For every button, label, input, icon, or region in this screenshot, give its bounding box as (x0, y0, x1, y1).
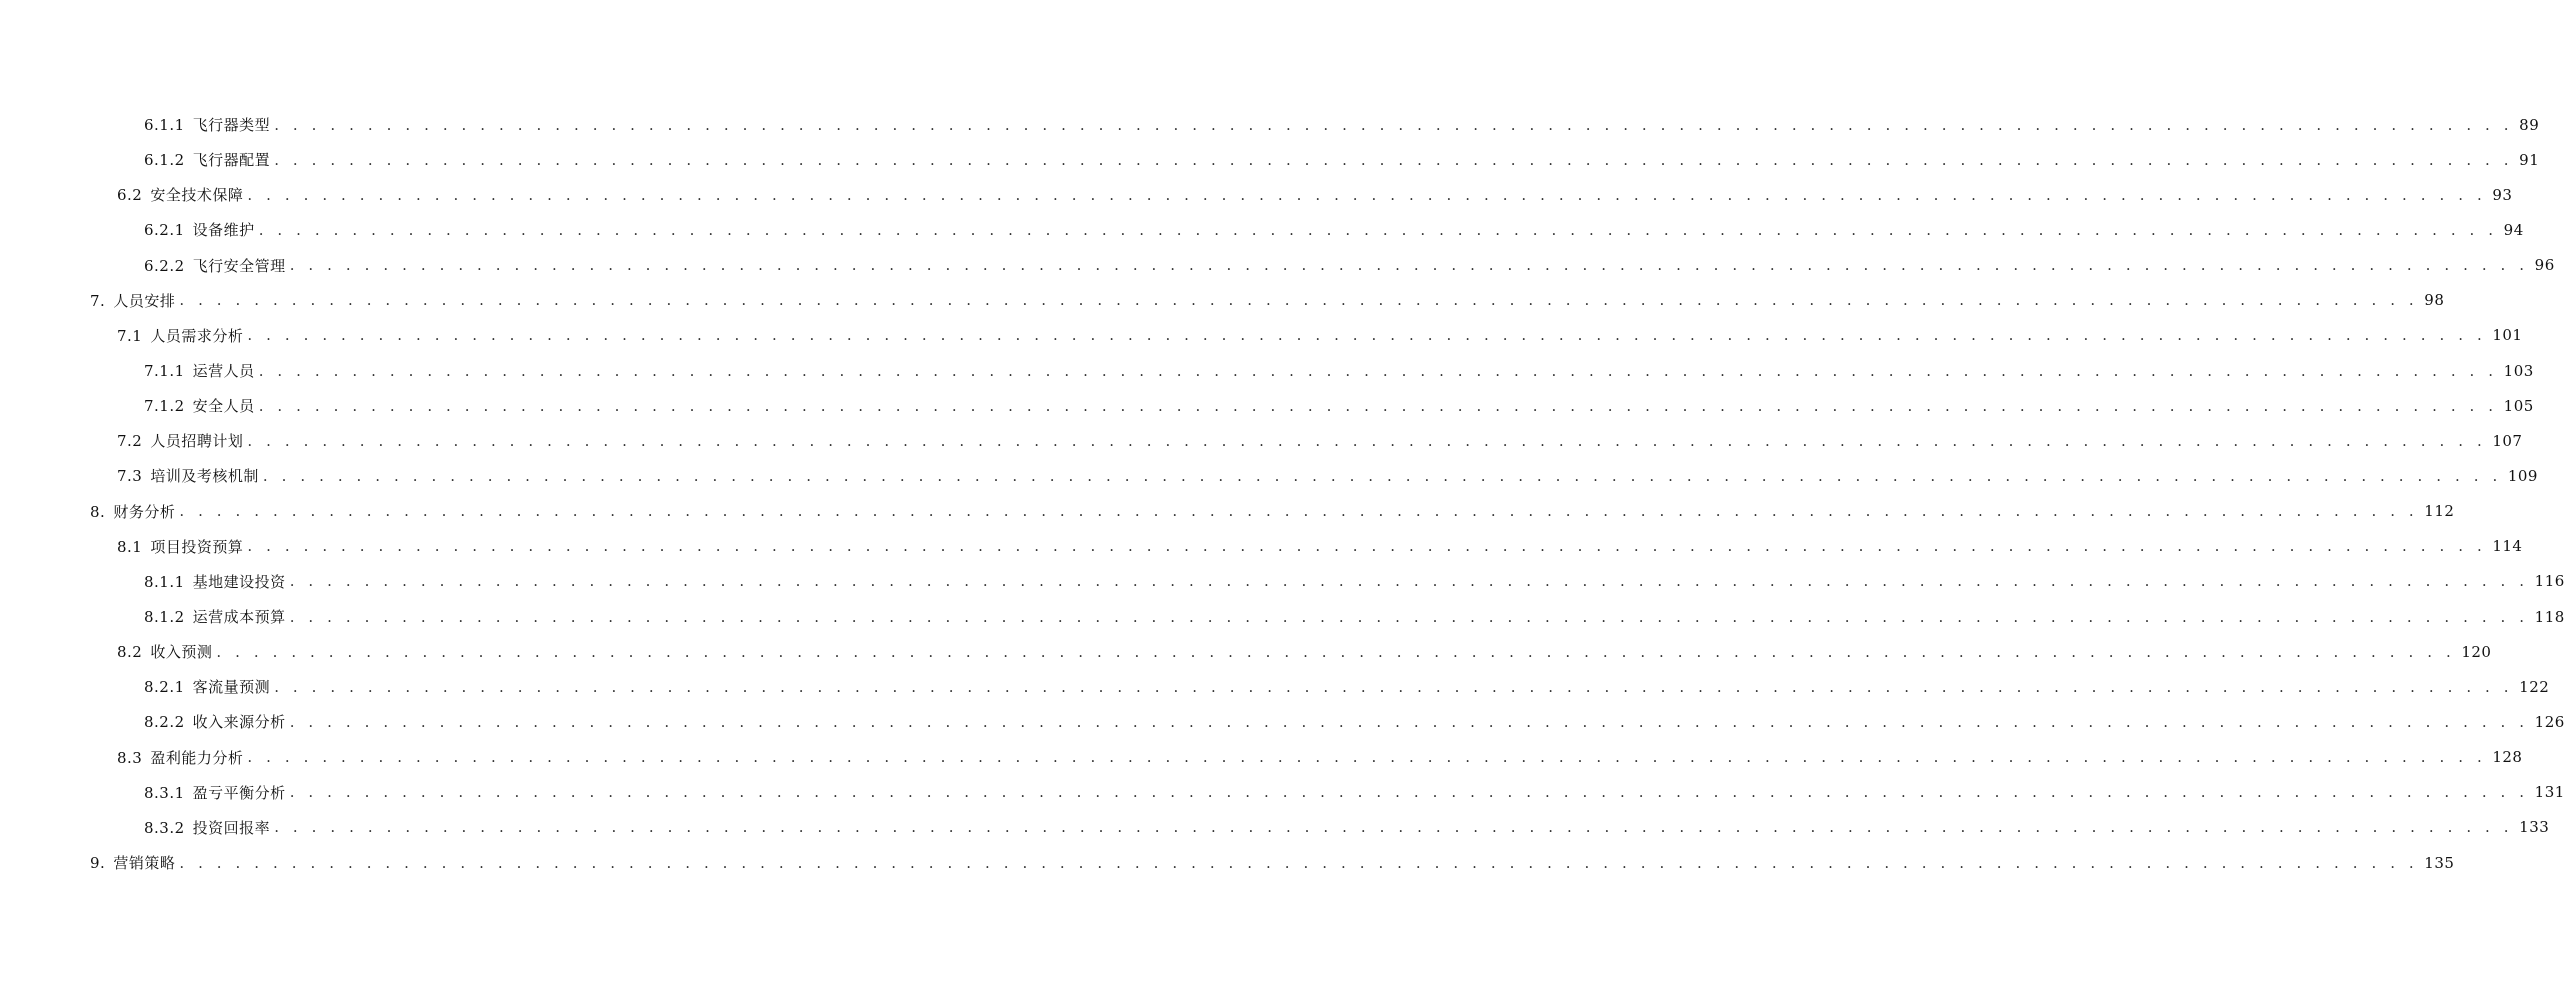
toc-entry-title: 盈利能力分析 (150, 748, 244, 767)
toc-entry-number: 7. (90, 291, 106, 310)
toc-entry-title: 培训及考核机制 (150, 467, 259, 486)
toc-entry-text (117, 430, 243, 451)
toc-page-number: 128 (2492, 748, 2523, 767)
toc-entry-title: 财务分析 (113, 502, 176, 521)
toc-page-number: 105 (2503, 396, 2534, 415)
toc-entry-title: 项目投资预算 (150, 537, 244, 556)
toc-entry[interactable] (0, 388, 2534, 423)
toc-entry-text (117, 536, 243, 557)
toc-entry-text (144, 817, 270, 838)
toc-entry-number: 8.1.2 (144, 608, 185, 627)
toc-entry[interactable] (0, 669, 2550, 704)
toc-page-number: 126 (2534, 712, 2565, 731)
toc-entry-text (144, 676, 270, 697)
dot-leader: . . . . . . . . . . . . . . . . . . . . . . . . . . . . . . . . . . . . . . . . . . . . . . . . . . . . . . . . . . . . . . . . . . . . . . . . . . . . . . . . . . . . . . . . . . . . . . . . . . . . . . . . . . . . . . . . . . . . . . . . (247, 185, 2487, 204)
dot-leader: . . . . . . . . . . . . . . . . . . . . . . . . . . . . . . . . . . . . . . . . . . . . . . . . . . . . . . . . . . . . . . . . . . . . . . . . . . . . . . . . . . . . . . . . . . . . . . . . . . . . . . . . . . . . . . . . . . . . . . . . (274, 115, 2514, 134)
toc-entry[interactable] (0, 107, 2540, 142)
toc-entry-title: 安全人员 (192, 397, 255, 416)
toc-entry-text (117, 465, 259, 486)
toc-entry-title: 飞行安全管理 (192, 256, 286, 275)
toc-entry-number: 8.3.1 (144, 783, 185, 802)
dot-leader: . . . . . . . . . . . . . . . . . . . . . . . . . . . . . . . . . . . . . . . . . . . . . . . . . . . . . . . . . . . . . . . . . . . . . . . . . . . . . . . . . . . . . . . . . . . . . . . . . . . . . . . . . . . . . . . . . . . . . . . . (289, 712, 2529, 731)
toc-entry-title: 投资回报率 (192, 818, 271, 837)
toc-entry[interactable] (0, 458, 2538, 493)
toc-entry[interactable] (0, 775, 2565, 810)
toc-entry-title: 收入来源分析 (192, 713, 286, 732)
toc-entry-number: 6.2 (117, 186, 143, 205)
toc-entry[interactable] (0, 423, 2523, 458)
toc-page-number: 98 (2424, 291, 2445, 310)
dot-leader: . . . . . . . . . . . . . . . . . . . . . . . . . . . . . . . . . . . . . . . . . . . . . . . . . . . . . . . . . . . . . . . . . . . . . . . . . . . . . . . . . . . . . . . . . . . . . . . . . . . . . . . . . . . . . . . . . . . . . . . . (179, 502, 2419, 521)
toc-entry-text (90, 290, 175, 311)
toc-entry-text (144, 606, 286, 627)
toc-entry-number: 7.1.1 (144, 362, 185, 381)
dot-leader: . . . . . . . . . . . . . . . . . . . . . . . . . . . . . . . . . . . . . . . . . . . . . . . . . . . . . . . . . . . . . . . . . . . . . . . . . . . . . . . . . . . . . . . . . . . . . . . . . . . . . . . . . . . . . . . . . . . . . . . . (258, 220, 2498, 239)
toc-entry-title: 人员招聘计划 (150, 432, 244, 451)
toc-page-number: 120 (2461, 642, 2492, 661)
toc-entry-text (117, 641, 212, 662)
toc-page-number: 135 (2424, 853, 2455, 872)
dot-leader: . . . . . . . . . . . . . . . . . . . . . . . . . . . . . . . . . . . . . . . . . . . . . . . . . . . . . . . . . . . . . . . . . . . . . . . . . . . . . . . . . . . . . . . . . . . . . . . . . . . . . . . . . . . . . . . . . . . . . . . . (262, 466, 2502, 485)
toc-entry-title: 营销策略 (113, 854, 176, 873)
table-of-contents (0, 107, 2565, 880)
toc-entry-number: 8.3 (117, 748, 143, 767)
toc-entry-text (144, 571, 286, 592)
toc-entry-title: 飞行器配置 (192, 151, 271, 170)
toc-entry-number: 8.1 (117, 537, 143, 556)
dot-leader: . . . . . . . . . . . . . . . . . . . . . . . . . . . . . . . . . . . . . . . . . . . . . . . . . . . . . . . . . . . . . . . . . . . . . . . . . . . . . . . . . . . . . . . . . . . . . . . . . . . . . . . . . . . . . . . . . . . . . . . . (179, 853, 2419, 872)
toc-entry-text (144, 114, 270, 135)
toc-entry-title: 飞行器类型 (192, 116, 271, 135)
dot-leader: . . . . . . . . . . . . . . . . . . . . . . . . . . . . . . . . . . . . . . . . . . . . . . . . . . . . . . . . . . . . . . . . . . . . . . . . . . . . . . . . . . . . . . . . . . . . . . . . . . . . . . . . . . . . . . . . . . . . . . . . (179, 291, 2419, 310)
toc-entry-title: 设备维护 (192, 221, 255, 240)
toc-page-number: 91 (2519, 150, 2540, 169)
toc-entry[interactable] (0, 142, 2540, 177)
toc-entry-number: 7.2 (117, 432, 143, 451)
dot-leader: . . . . . . . . . . . . . . . . . . . . . . . . . . . . . . . . . . . . . . . . . . . . . . . . . . . . . . . . . . . . . . . . . . . . . . . . . . . . . . . . . . . . . . . . . . . . . . . . . . . . . . . . . . . . . . . . . . . . . . . . (216, 642, 2456, 661)
toc-entry-text (144, 782, 286, 803)
toc-entry-text (144, 255, 286, 276)
toc-entry-text (90, 852, 175, 873)
dot-leader: . . . . . . . . . . . . . . . . . . . . . . . . . . . . . . . . . . . . . . . . . . . . . . . . . . . . . . . . . . . . . . . . . . . . . . . . . . . . . . . . . . . . . . . . . . . . . . . . . . . . . . . . . . . . . . . . . . . . . . . . (274, 150, 2514, 169)
toc-entry[interactable] (0, 212, 2524, 247)
toc-page-number: 133 (2519, 818, 2550, 837)
toc-entry-title: 人员需求分析 (150, 326, 244, 345)
toc-entry[interactable] (0, 177, 2513, 212)
toc-entry-number: 7.3 (117, 467, 143, 486)
toc-page-number: 114 (2492, 537, 2523, 556)
toc-entry[interactable] (0, 845, 2455, 880)
toc-entry-text (117, 747, 243, 768)
toc-entry[interactable] (0, 564, 2565, 599)
toc-entry[interactable] (0, 248, 2555, 283)
dot-leader: . . . . . . . . . . . . . . . . . . . . . . . . . . . . . . . . . . . . . . . . . . . . . . . . . . . . . . . . . . . . . . . . . . . . . . . . . . . . . . . . . . . . . . . . . . . . . . . . . . . . . . . . . . . . . . . . . . . . . . . . (289, 256, 2529, 275)
toc-entry-title: 盈亏平衡分析 (192, 783, 286, 802)
toc-entry-title: 收入预测 (150, 643, 213, 662)
toc-entry[interactable] (0, 704, 2565, 739)
dot-leader: . . . . . . . . . . . . . . . . . . . . . . . . . . . . . . . . . . . . . . . . . . . . . . . . . . . . . . . . . . . . . . . . . . . . . . . . . . . . . . . . . . . . . . . . . . . . . . . . . . . . . . . . . . . . . . . . . . . . . . . . (247, 748, 2487, 767)
toc-entry-number: 7.1.2 (144, 397, 185, 416)
toc-entry-title: 基地建设投资 (192, 572, 286, 591)
toc-entry-number: 6.1.2 (144, 151, 185, 170)
dot-leader: . . . . . . . . . . . . . . . . . . . . . . . . . . . . . . . . . . . . . . . . . . . . . . . . . . . . . . . . . . . . . . . . . . . . . . . . . . . . . . . . . . . . . . . . . . . . . . . . . . . . . . . . . . . . . . . . . . . . . . . . (247, 431, 2487, 450)
toc-entry-number: 8.2.2 (144, 713, 185, 732)
toc-page-number: 109 (2507, 466, 2538, 485)
toc-page-number: 112 (2424, 502, 2455, 521)
toc-page-number: 107 (2492, 431, 2523, 450)
toc-page-number: 103 (2503, 361, 2534, 380)
dot-leader: . . . . . . . . . . . . . . . . . . . . . . . . . . . . . . . . . . . . . . . . . . . . . . . . . . . . . . . . . . . . . . . . . . . . . . . . . . . . . . . . . . . . . . . . . . . . . . . . . . . . . . . . . . . . . . . . . . . . . . . . (289, 607, 2529, 626)
toc-entry[interactable] (0, 740, 2523, 775)
toc-entry-number: 7.1 (117, 326, 143, 345)
toc-entry-text (144, 360, 255, 381)
dot-leader: . . . . . . . . . . . . . . . . . . . . . . . . . . . . . . . . . . . . . . . . . . . . . . . . . . . . . . . . . . . . . . . . . . . . . . . . . . . . . . . . . . . . . . . . . . . . . . . . . . . . . . . . . . . . . . . . . . . . . . . . (247, 326, 2487, 345)
toc-entry-text (144, 711, 286, 732)
toc-page-number: 89 (2519, 115, 2540, 134)
dot-leader: . . . . . . . . . . . . . . . . . . . . . . . . . . . . . . . . . . . . . . . . . . . . . . . . . . . . . . . . . . . . . . . . . . . . . . . . . . . . . . . . . . . . . . . . . . . . . . . . . . . . . . . . . . . . . . . . . . . . . . . . (258, 361, 2498, 380)
toc-page-number: 93 (2492, 185, 2513, 204)
dot-leader: . . . . . . . . . . . . . . . . . . . . . . . . . . . . . . . . . . . . . . . . . . . . . . . . . . . . . . . . . . . . . . . . . . . . . . . . . . . . . . . . . . . . . . . . . . . . . . . . . . . . . . . . . . . . . . . . . . . . . . . . (258, 396, 2498, 415)
toc-entry[interactable] (0, 494, 2455, 529)
dot-leader: . . . . . . . . . . . . . . . . . . . . . . . . . . . . . . . . . . . . . . . . . . . . . . . . . . . . . . . . . . . . . . . . . . . . . . . . . . . . . . . . . . . . . . . . . . . . . . . . . . . . . . . . . . . . . . . . . . . . . . . . (247, 537, 2487, 556)
toc-entry[interactable] (0, 529, 2523, 564)
toc-page-number: 122 (2519, 677, 2550, 696)
toc-page-number: 118 (2534, 607, 2565, 626)
toc-entry[interactable] (0, 634, 2492, 669)
dot-leader: . . . . . . . . . . . . . . . . . . . . . . . . . . . . . . . . . . . . . . . . . . . . . . . . . . . . . . . . . . . . . . . . . . . . . . . . . . . . . . . . . . . . . . . . . . . . . . . . . . . . . . . . . . . . . . . . . . . . . . . . (274, 677, 2514, 696)
toc-entry-number: 8.1.1 (144, 572, 185, 591)
toc-entry[interactable] (0, 353, 2534, 388)
toc-page-number: 131 (2534, 783, 2565, 802)
toc-entry-title: 人员安排 (113, 291, 176, 310)
toc-entry-text (144, 149, 270, 170)
toc-entry-text (144, 395, 255, 416)
toc-page-number: 101 (2492, 326, 2523, 345)
dot-leader: . . . . . . . . . . . . . . . . . . . . . . . . . . . . . . . . . . . . . . . . . . . . . . . . . . . . . . . . . . . . . . . . . . . . . . . . . . . . . . . . . . . . . . . . . . . . . . . . . . . . . . . . . . . . . . . . . . . . . . . . (289, 783, 2529, 802)
toc-entry-number: 8.2 (117, 643, 143, 662)
toc-entry[interactable] (0, 599, 2565, 634)
toc-entry-title: 运营人员 (192, 362, 255, 381)
toc-entry-number: 8.3.2 (144, 818, 185, 837)
toc-entry-text (117, 325, 243, 346)
toc-entry-number: 9. (90, 854, 106, 873)
toc-entry-text (90, 501, 175, 522)
toc-entry-title: 运营成本预算 (192, 608, 286, 627)
toc-entry-number: 6.2.2 (144, 256, 185, 275)
toc-entry-text (144, 219, 255, 240)
toc-entry[interactable] (0, 810, 2550, 845)
toc-page-number: 94 (2503, 220, 2524, 239)
toc-entry-text (117, 184, 243, 205)
toc-entry-title: 安全技术保障 (150, 186, 244, 205)
dot-leader: . . . . . . . . . . . . . . . . . . . . . . . . . . . . . . . . . . . . . . . . . . . . . . . . . . . . . . . . . . . . . . . . . . . . . . . . . . . . . . . . . . . . . . . . . . . . . . . . . . . . . . . . . . . . . . . . . . . . . . . . (289, 572, 2529, 591)
toc-page-number: 96 (2534, 256, 2555, 275)
dot-leader: . . . . . . . . . . . . . . . . . . . . . . . . . . . . . . . . . . . . . . . . . . . . . . . . . . . . . . . . . . . . . . . . . . . . . . . . . . . . . . . . . . . . . . . . . . . . . . . . . . . . . . . . . . . . . . . . . . . . . . . . (274, 818, 2514, 837)
toc-entry[interactable] (0, 318, 2523, 353)
toc-entry-title: 客流量预测 (192, 678, 271, 697)
toc-page-number: 116 (2534, 572, 2565, 591)
toc-entry-number: 8.2.1 (144, 678, 185, 697)
toc-entry[interactable] (0, 283, 2445, 318)
toc-entry-number: 6.1.1 (144, 116, 185, 135)
toc-entry-number: 8. (90, 502, 106, 521)
toc-entry-number: 6.2.1 (144, 221, 185, 240)
